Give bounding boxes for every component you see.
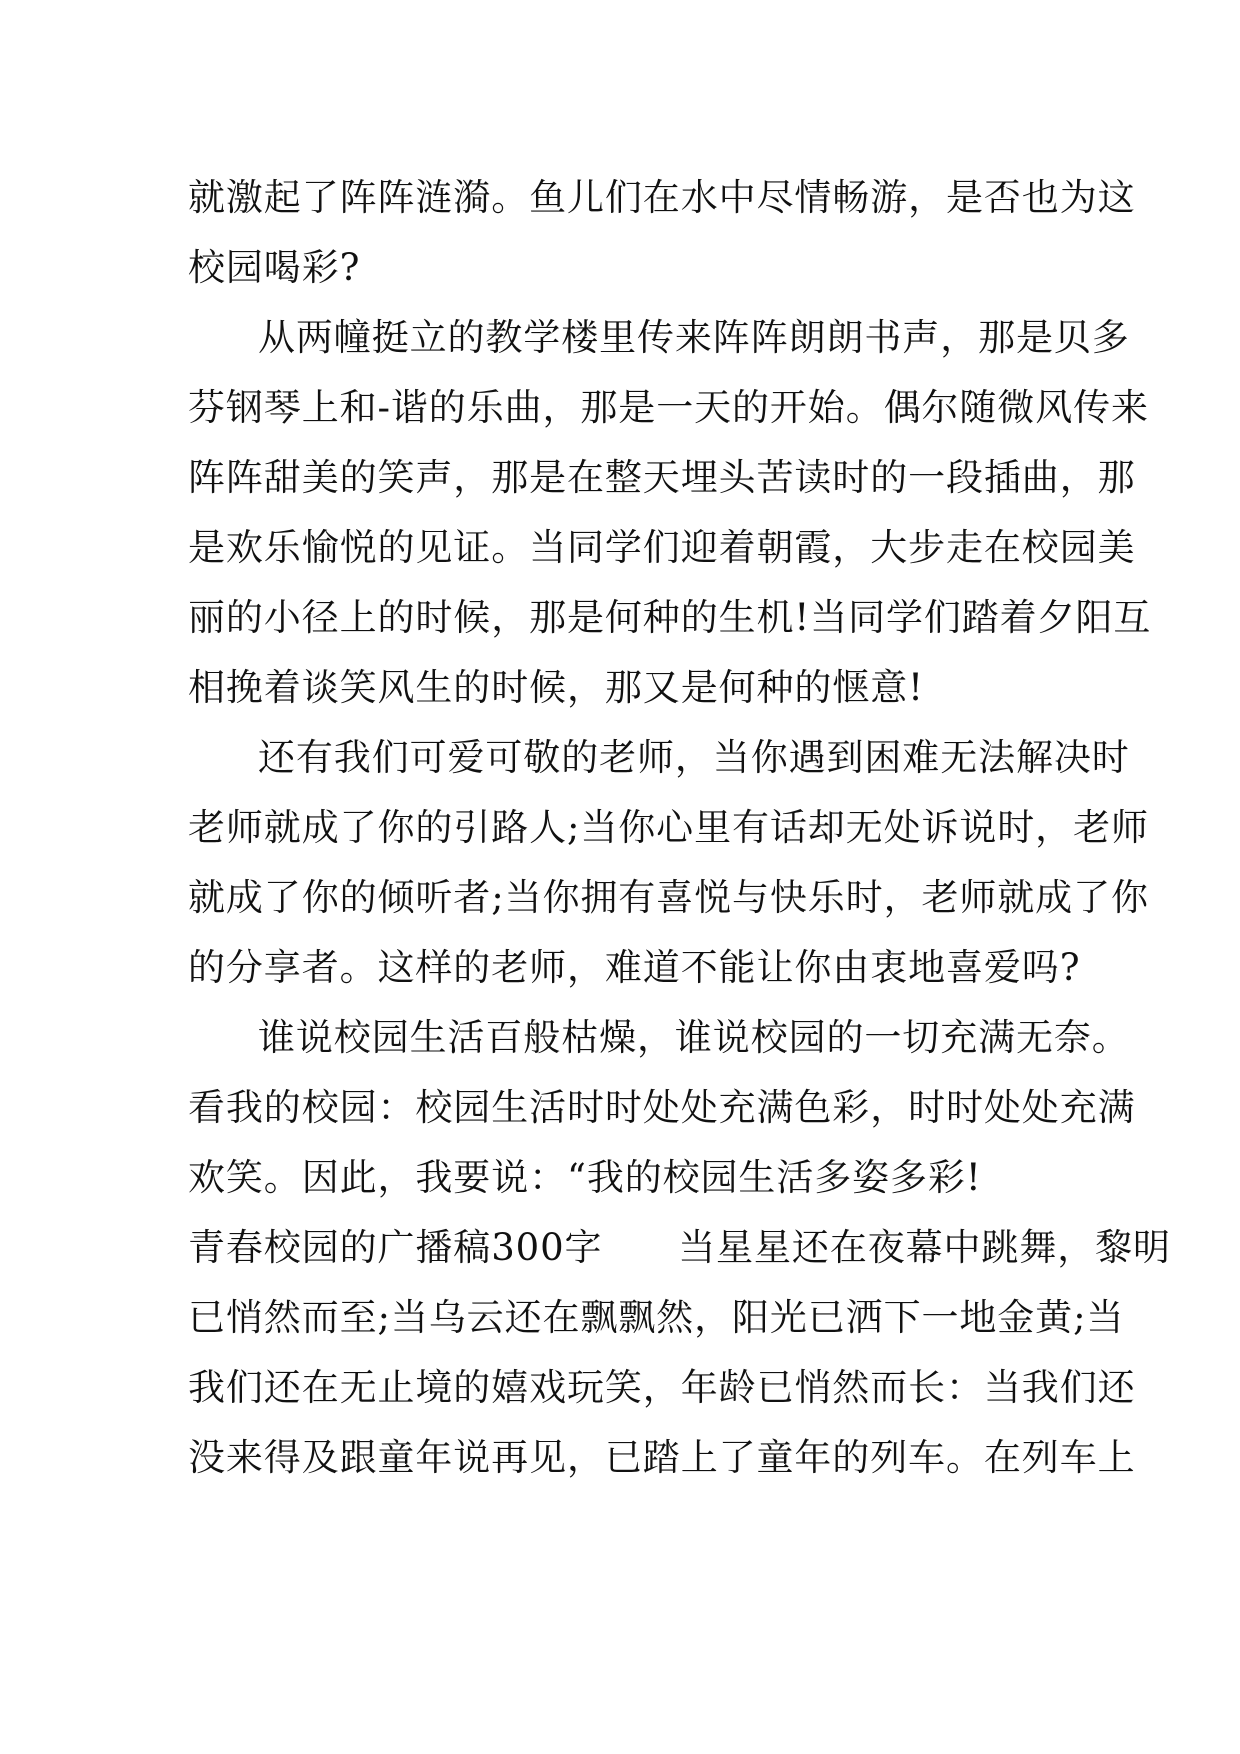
text-line: 谁说校园生活百般枯燥，谁说校园的一切充满无奈。 <box>258 1016 1130 1059</box>
text-line: 没来得及跟童年说再见，已踏上了童年的列车。在列车上 <box>188 1436 1136 1479</box>
text-line: 欢笑。因此，我要说：“我的校园生活多姿多彩! <box>188 1156 982 1199</box>
text-line: 从两幢挺立的教学楼里传来阵阵朗朗书声，那是贝多 <box>258 316 1130 359</box>
text-line: 我们还在无止境的嬉戏玩笑，年龄已悄然而长：当我们还 <box>188 1366 1136 1409</box>
text-line: 芬钢琴上和-谐的乐曲，那是一天的开始。偶尔随微风传来 <box>188 386 1149 429</box>
text-line: 还有我们可爱可敬的老师，当你遇到困难无法解决时 <box>258 736 1130 779</box>
text-line: 丽的小径上的时候，那是何种的生机!当同学们踏着夕阳互 <box>188 596 1152 639</box>
text-line: 已悄然而至;当乌云还在飘飘然，阳光已洒下一地金黄;当 <box>188 1296 1125 1339</box>
text-line: 是欢乐愉悦的见证。当同学们迎着朝霞，大步走在校园美 <box>188 526 1136 569</box>
text-line: 校园喝彩? <box>188 246 361 289</box>
text-line: 的分享者。这样的老师，难道不能让你由衷地喜爱吗? <box>188 946 1081 989</box>
body-text <box>188 163 1171 1493</box>
text-line: 就激起了阵阵涟漪。鱼儿们在水中尽情畅游，是否也为这 <box>188 176 1136 219</box>
text-line: 就成了你的倾听者;当你拥有喜悦与快乐时，老师就成了你 <box>188 876 1149 919</box>
text-line: 老师就成了你的引路人;当你心里有话却无处诉说时，老师 <box>188 806 1149 849</box>
text-line: 相挽着谈笑风生的时候，那又是何种的惬意! <box>188 666 924 709</box>
text-line: 看我的校园：校园生活时时处处充满色彩，时时处处充满 <box>188 1086 1136 1129</box>
text-line: 阵阵甜美的笑声，那是在整天埋头苦读时的一段插曲，那 <box>188 456 1136 499</box>
text-line: 青春校园的广播稿300字 当星星还在夜幕中跳舞，黎明 <box>188 1226 1171 1269</box>
